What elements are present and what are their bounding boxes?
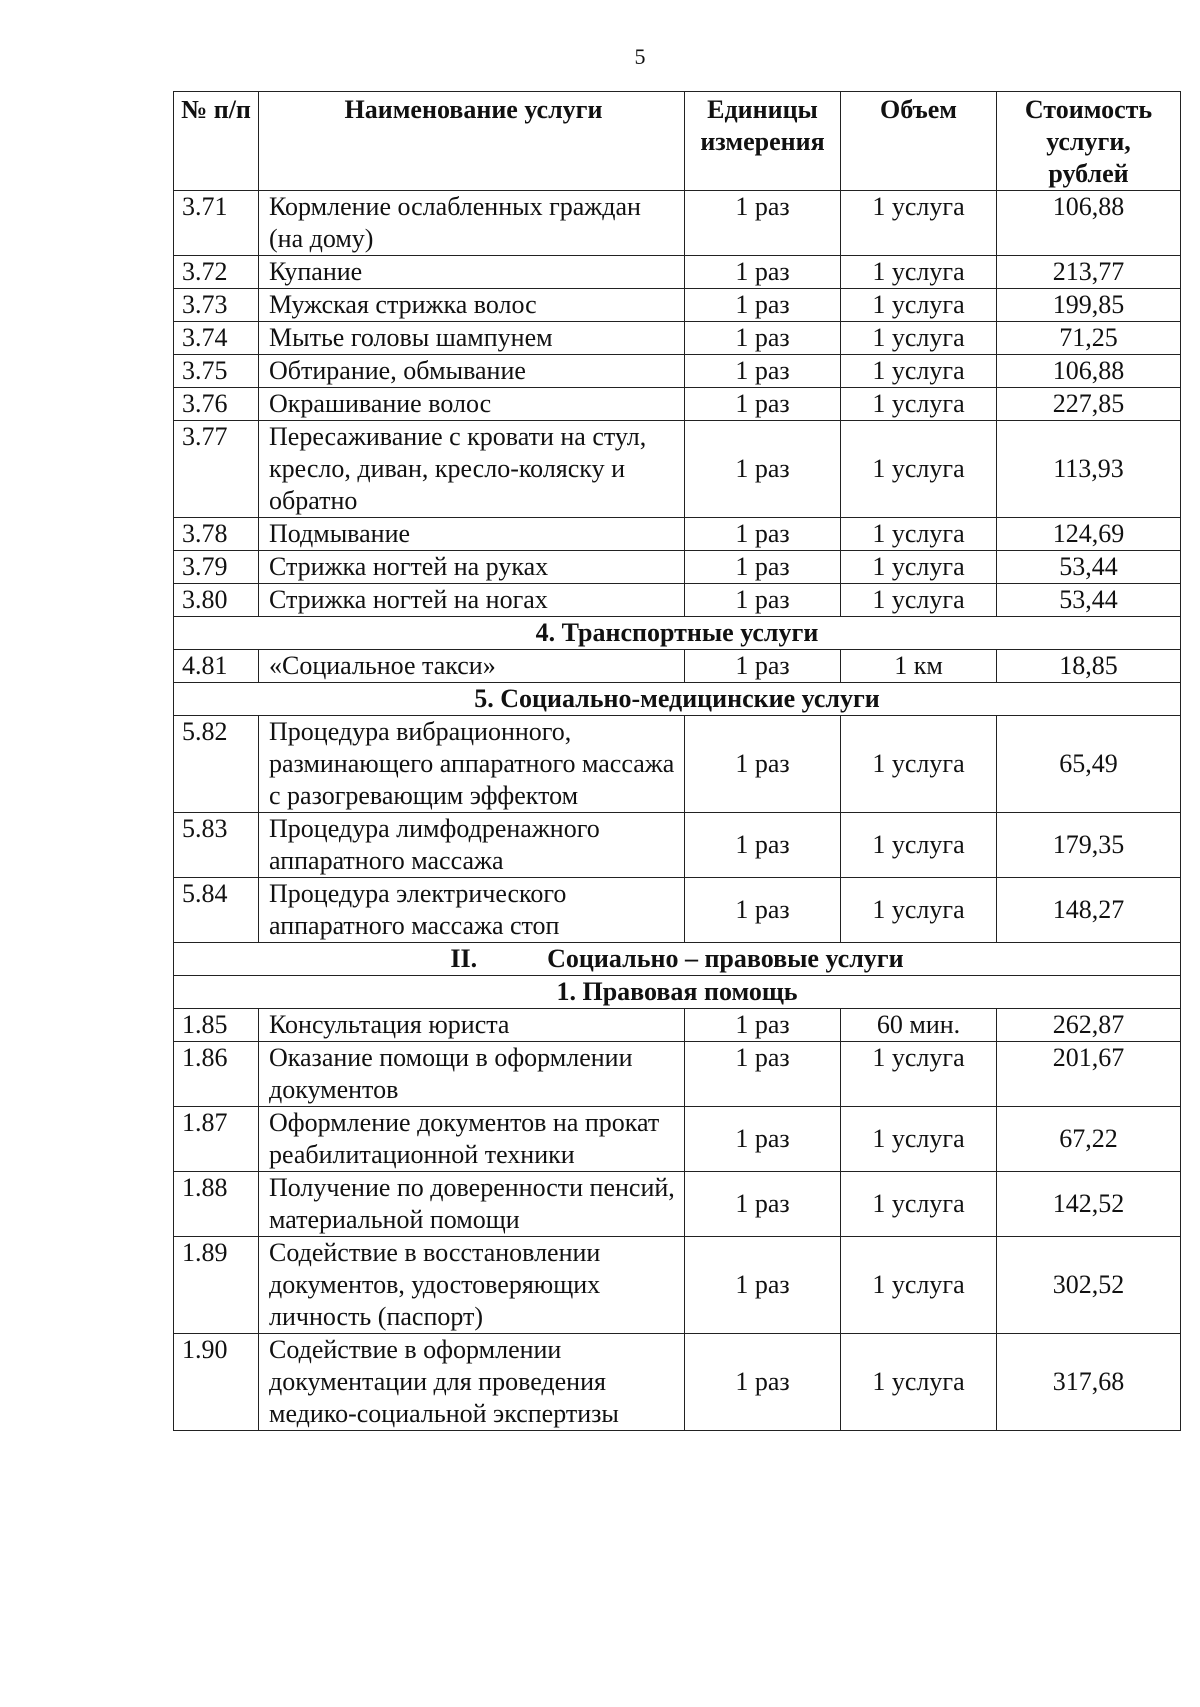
service-unit: 1 раз xyxy=(685,1334,841,1431)
service-cost: 71,25 xyxy=(997,322,1181,355)
row-number: 3.80 xyxy=(174,584,259,617)
section-title-cell xyxy=(174,683,1181,716)
service-volume: 1 услуга xyxy=(841,421,997,518)
row-number: 3.76 xyxy=(174,388,259,421)
table-row xyxy=(174,1107,1181,1172)
service-volume: 1 услуга xyxy=(841,551,997,584)
service-cost: 199,85 xyxy=(997,289,1181,322)
service-cost: 53,44 xyxy=(997,551,1181,584)
table-header-row xyxy=(174,92,1181,191)
table-row xyxy=(174,322,1181,355)
table-row xyxy=(174,813,1181,878)
service-cost: 106,88 xyxy=(997,191,1181,256)
service-cost: 113,93 xyxy=(997,421,1181,518)
service-unit: 1 раз xyxy=(685,289,841,322)
service-cost: 65,49 xyxy=(997,716,1181,813)
row-number: 5.84 xyxy=(174,878,259,943)
table-row xyxy=(174,1237,1181,1334)
service-volume: 1 км xyxy=(841,650,997,683)
section-title-cell xyxy=(174,976,1181,1009)
service-unit: 1 раз xyxy=(685,551,841,584)
service-unit: 1 раз xyxy=(685,421,841,518)
service-name: Кормление ослабленных граждан (на дому) xyxy=(259,191,685,256)
service-unit: 1 раз xyxy=(685,388,841,421)
row-number: 3.71 xyxy=(174,191,259,256)
table-row xyxy=(174,650,1181,683)
service-name: Купание xyxy=(259,256,685,289)
section-title-cell xyxy=(174,943,1181,976)
table-row xyxy=(174,1334,1181,1431)
service-unit: 1 раз xyxy=(685,322,841,355)
row-number: 3.78 xyxy=(174,518,259,551)
service-cost: 317,68 xyxy=(997,1334,1181,1431)
service-unit: 1 раз xyxy=(685,1042,841,1107)
service-name: Процедура электрического аппаратного массажа стоп xyxy=(259,878,685,943)
service-cost: 302,52 xyxy=(997,1237,1181,1334)
service-name: Подмывание xyxy=(259,518,685,551)
row-number: 1.86 xyxy=(174,1042,259,1107)
table-row xyxy=(174,584,1181,617)
table-row xyxy=(174,421,1181,518)
section-title-cell xyxy=(174,617,1181,650)
service-cost: 124,69 xyxy=(997,518,1181,551)
service-volume: 1 услуга xyxy=(841,355,997,388)
table-body xyxy=(174,191,1181,1431)
service-volume: 1 услуга xyxy=(841,584,997,617)
service-unit: 1 раз xyxy=(685,716,841,813)
row-number: 3.79 xyxy=(174,551,259,584)
table-row xyxy=(174,289,1181,322)
service-volume: 1 услуга xyxy=(841,878,997,943)
service-name: Процедура лимфодренажного аппаратного массажа xyxy=(259,813,685,878)
service-name: Мытье головы шампунем xyxy=(259,322,685,355)
service-cost: 142,52 xyxy=(997,1172,1181,1237)
table-row xyxy=(174,388,1181,421)
service-name: Содействие в восстановлении документов, удостоверяющих личность (паспорт) xyxy=(259,1237,685,1334)
header-unit: Единицы измерения xyxy=(685,92,841,191)
service-name: Стрижка ногтей на руках xyxy=(259,551,685,584)
service-cost: 106,88 xyxy=(997,355,1181,388)
table-row xyxy=(174,878,1181,943)
service-volume: 1 услуга xyxy=(841,813,997,878)
service-name: Оформление документов на прокат реабилитационной техники xyxy=(259,1107,685,1172)
row-number: 5.82 xyxy=(174,716,259,813)
service-unit: 1 раз xyxy=(685,256,841,289)
row-number: 3.77 xyxy=(174,421,259,518)
section-row xyxy=(174,617,1181,650)
row-number: 1.85 xyxy=(174,1009,259,1042)
service-volume: 1 услуга xyxy=(841,191,997,256)
section-roman-numeral: II. xyxy=(450,944,478,973)
service-unit: 1 раз xyxy=(685,813,841,878)
header-volume: Объем xyxy=(841,92,997,191)
table-row xyxy=(174,716,1181,813)
service-unit: 1 раз xyxy=(685,1009,841,1042)
service-name: Стрижка ногтей на ногах xyxy=(259,584,685,617)
service-unit: 1 раз xyxy=(685,1107,841,1172)
service-unit: 1 раз xyxy=(685,1237,841,1334)
section-title: Социально – правовые услуги xyxy=(547,944,904,973)
service-unit: 1 раз xyxy=(685,355,841,388)
row-number: 1.89 xyxy=(174,1237,259,1334)
service-cost: 53,44 xyxy=(997,584,1181,617)
service-cost: 262,87 xyxy=(997,1009,1181,1042)
service-name: Окрашивание волос xyxy=(259,388,685,421)
row-number: 4.81 xyxy=(174,650,259,683)
service-name: Консультация юриста xyxy=(259,1009,685,1042)
service-unit: 1 раз xyxy=(685,1172,841,1237)
table-row xyxy=(174,256,1181,289)
row-number: 3.73 xyxy=(174,289,259,322)
service-volume: 1 услуга xyxy=(841,256,997,289)
row-number: 1.90 xyxy=(174,1334,259,1431)
header-num: № п/п xyxy=(174,92,259,191)
row-number: 3.72 xyxy=(174,256,259,289)
service-name: Пересаживание с кровати на стул, кресло, диван, кресло-коляску и обратно xyxy=(259,421,685,518)
service-cost: 201,67 xyxy=(997,1042,1181,1107)
service-name: Обтирание, обмывание xyxy=(259,355,685,388)
service-cost: 18,85 xyxy=(997,650,1181,683)
page-number: 5 xyxy=(634,44,646,69)
service-unit: 1 раз xyxy=(685,518,841,551)
row-number: 3.74 xyxy=(174,322,259,355)
service-name: Получение по доверенности пенсий, материальной помощи xyxy=(259,1172,685,1237)
section-title: 5. Социально-медицинские услуги xyxy=(474,684,880,713)
service-unit: 1 раз xyxy=(685,191,841,256)
service-unit: 1 раз xyxy=(685,650,841,683)
service-cost: 67,22 xyxy=(997,1107,1181,1172)
section-row xyxy=(174,943,1181,976)
service-volume: 1 услуга xyxy=(841,1237,997,1334)
service-name: «Социальное такси» xyxy=(259,650,685,683)
section-row xyxy=(174,683,1181,716)
service-volume: 1 услуга xyxy=(841,322,997,355)
service-volume: 1 услуга xyxy=(841,289,997,322)
service-volume: 1 услуга xyxy=(841,716,997,813)
section-title: 1. Правовая помощь xyxy=(556,977,798,1006)
section-row xyxy=(174,976,1181,1009)
service-unit: 1 раз xyxy=(685,878,841,943)
service-volume: 1 услуга xyxy=(841,388,997,421)
row-number: 5.83 xyxy=(174,813,259,878)
service-volume: 1 услуга xyxy=(841,518,997,551)
table-row xyxy=(174,191,1181,256)
services-price-table xyxy=(173,91,1181,1431)
service-volume: 1 услуга xyxy=(841,1042,997,1107)
row-number: 1.87 xyxy=(174,1107,259,1172)
section-title: 4. Транспортные услуги xyxy=(535,618,819,647)
service-volume: 60 мин. xyxy=(841,1009,997,1042)
table-row xyxy=(174,518,1181,551)
service-cost: 227,85 xyxy=(997,388,1181,421)
table-row xyxy=(174,1009,1181,1042)
service-name: Мужская стрижка волос xyxy=(259,289,685,322)
service-unit: 1 раз xyxy=(685,584,841,617)
header-cost: Стоимость услуги, рублей xyxy=(997,92,1181,191)
service-name: Оказание помощи в оформлении документов xyxy=(259,1042,685,1107)
row-number: 1.88 xyxy=(174,1172,259,1237)
row-number: 3.75 xyxy=(174,355,259,388)
service-cost: 179,35 xyxy=(997,813,1181,878)
service-name: Содействие в оформлении документации для проведения медико-социальной экспертизы xyxy=(259,1334,685,1431)
service-cost: 148,27 xyxy=(997,878,1181,943)
table-row xyxy=(174,355,1181,388)
table-row xyxy=(174,1172,1181,1237)
service-cost: 213,77 xyxy=(997,256,1181,289)
service-name: Процедура вибрационного, разминающего аппаратного массажа с разогревающим эффектом xyxy=(259,716,685,813)
service-volume: 1 услуга xyxy=(841,1172,997,1237)
table-row xyxy=(174,551,1181,584)
service-volume: 1 услуга xyxy=(841,1334,997,1431)
header-name: Наименование услуги xyxy=(259,92,685,191)
table-row xyxy=(174,1042,1181,1107)
service-volume: 1 услуга xyxy=(841,1107,997,1172)
